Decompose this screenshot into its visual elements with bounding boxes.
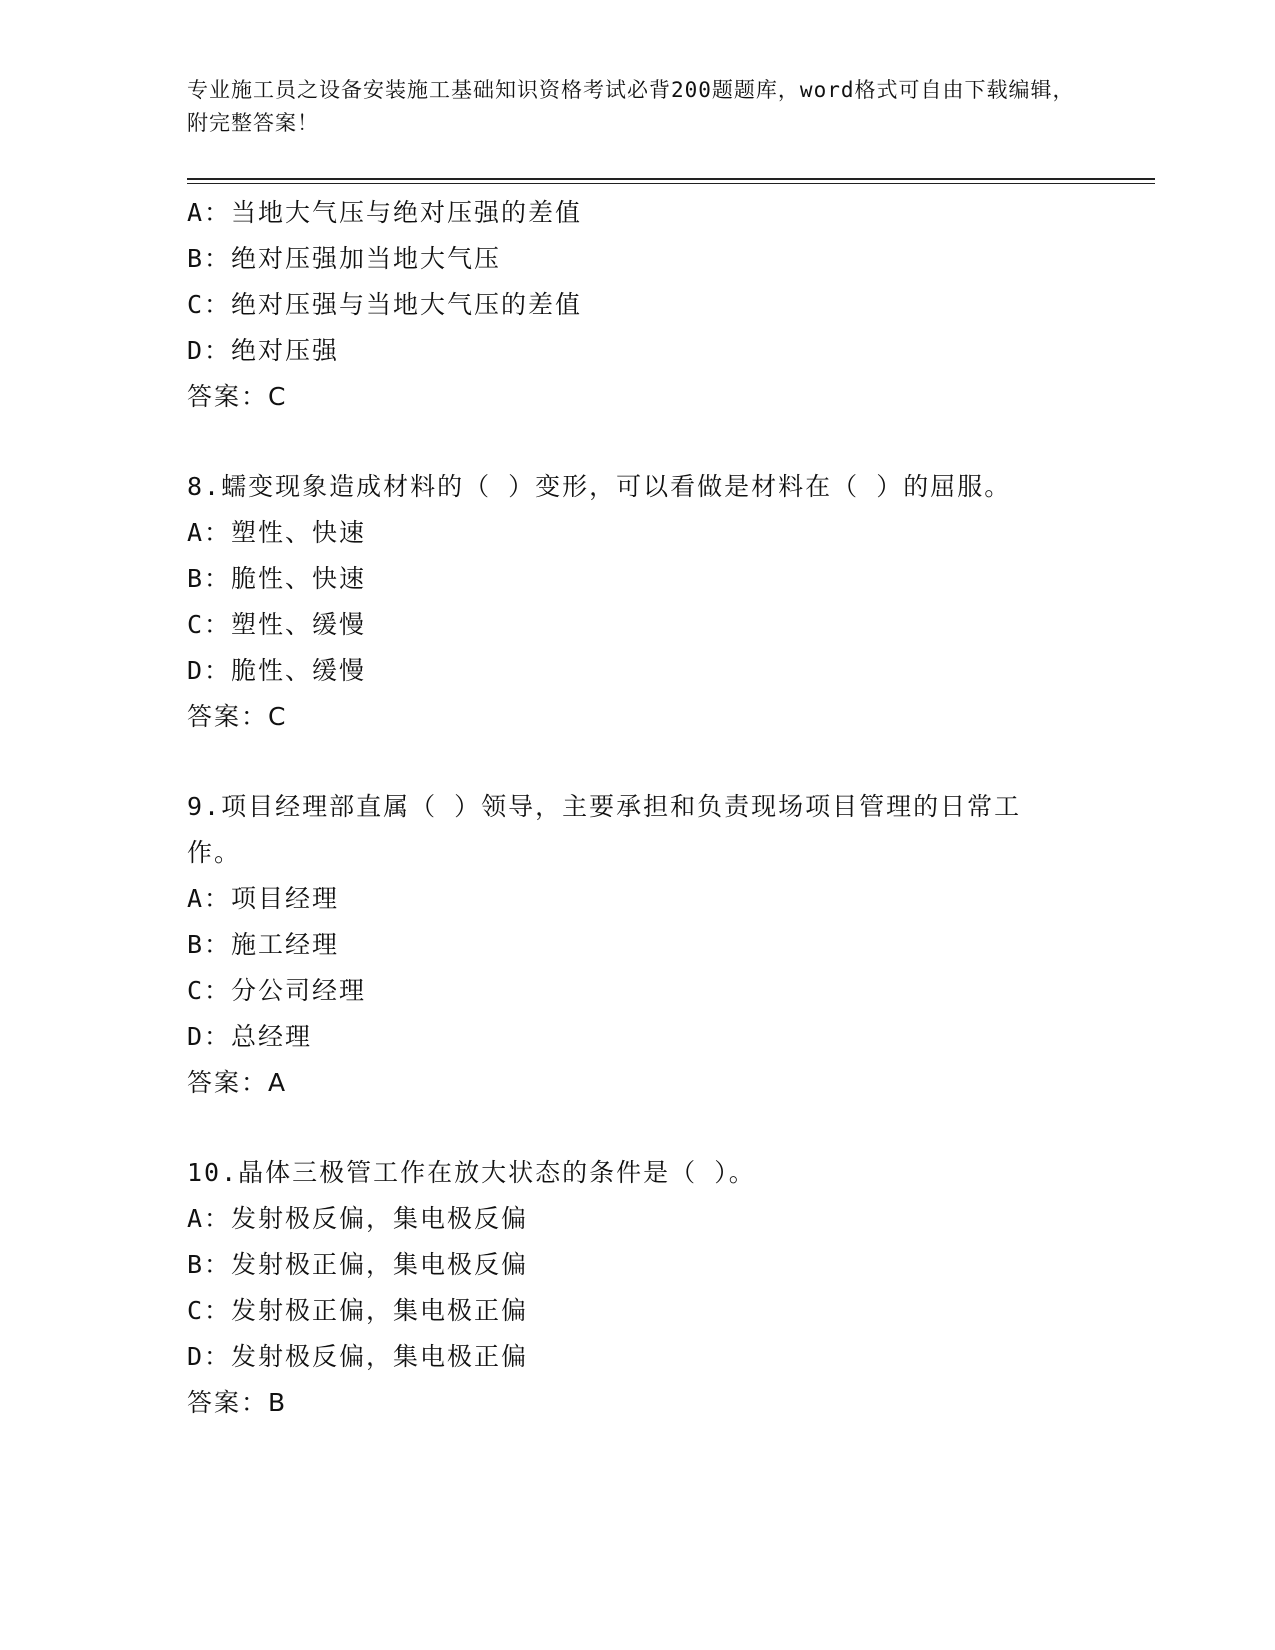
answer: 答案：C bbox=[187, 702, 288, 731]
option-a: A：项目经理 bbox=[187, 884, 340, 913]
option-d: D：绝对压强 bbox=[187, 336, 340, 365]
header-divider-thin bbox=[187, 183, 1155, 184]
answer: 答案：A bbox=[187, 1068, 288, 1097]
answer: 答案：B bbox=[187, 1388, 288, 1417]
answer: 答案：C bbox=[187, 382, 288, 411]
spacer bbox=[187, 740, 1087, 784]
option-a: A：发射极反偏，集电极反偏 bbox=[187, 1204, 529, 1233]
option-d: D：脆性、缓慢 bbox=[187, 656, 367, 685]
option-d: D：总经理 bbox=[187, 1022, 313, 1051]
question-block-7 bbox=[187, 190, 1087, 420]
option-c: C：分公司经理 bbox=[187, 976, 367, 1005]
option-a: A：当地大气压与绝对压强的差值 bbox=[187, 198, 583, 227]
document-header: 专业施工员之设备安装施工基础知识资格考试必背200题题库，word格式可自由下载编辑，附完整答案！ bbox=[187, 78, 1075, 135]
option-b: B：绝对压强加当地大气压 bbox=[187, 244, 502, 273]
option-c: C：绝对压强与当地大气压的差值 bbox=[187, 290, 583, 319]
option-a: A：塑性、快速 bbox=[187, 518, 367, 547]
question-text: 9.项目经理部直属（ ）领导，主要承担和负责现场项目管理的日常工作。 bbox=[187, 792, 1022, 867]
option-b: B：发射极正偏，集电极反偏 bbox=[187, 1250, 529, 1279]
question-content bbox=[187, 190, 1087, 1426]
question-block-10 bbox=[187, 1150, 1087, 1426]
option-b: B：脆性、快速 bbox=[187, 564, 367, 593]
spacer bbox=[187, 420, 1087, 464]
option-c: C：塑性、缓慢 bbox=[187, 610, 367, 639]
option-c: C：发射极正偏，集电极正偏 bbox=[187, 1296, 529, 1325]
option-d: D：发射极反偏，集电极正偏 bbox=[187, 1342, 529, 1371]
question-text: 8.蠕变现象造成材料的（ ）变形，可以看做是材料在（ ）的屈服。 bbox=[187, 472, 1012, 501]
header-divider bbox=[187, 178, 1155, 180]
question-block-9 bbox=[187, 784, 1087, 1106]
option-b: B：施工经理 bbox=[187, 930, 340, 959]
question-block-8 bbox=[187, 464, 1087, 740]
spacer bbox=[187, 1106, 1087, 1150]
question-text: 10.晶体三极管工作在放大状态的条件是（ ）。 bbox=[187, 1158, 756, 1187]
